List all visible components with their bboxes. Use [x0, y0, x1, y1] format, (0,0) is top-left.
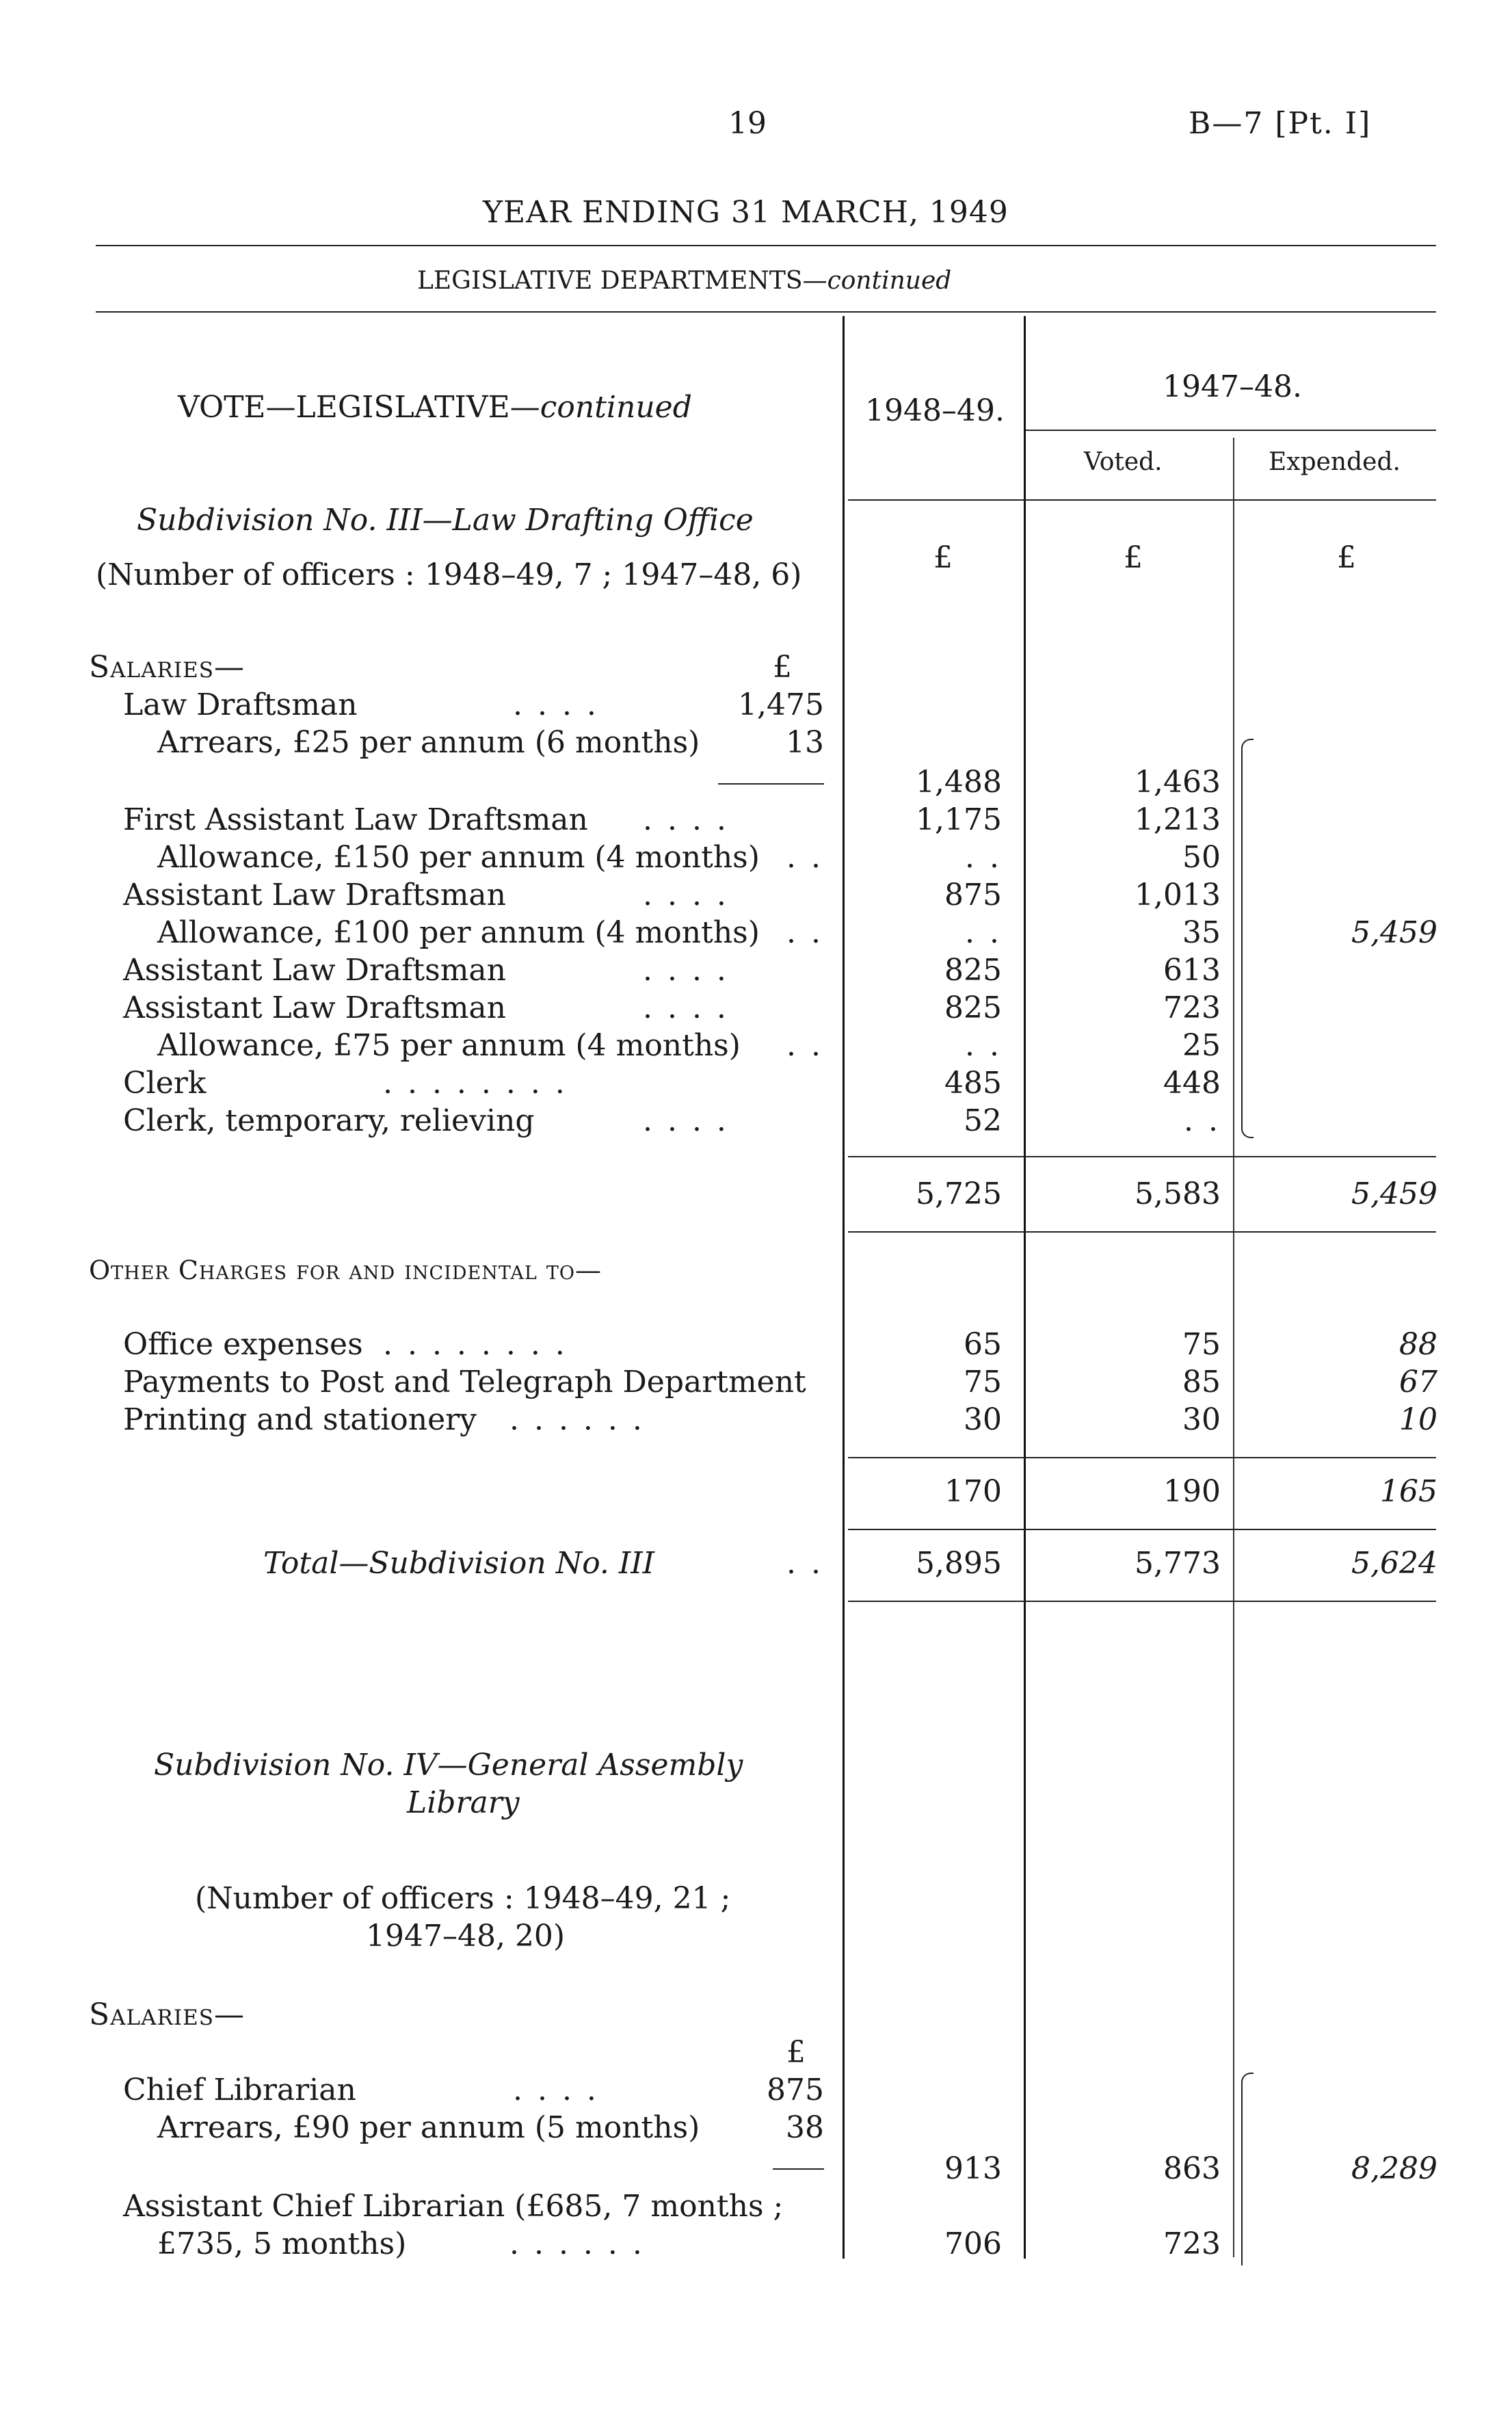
row-inner-amount: 1,475	[738, 687, 824, 722]
row-dots: . . . . . . . .	[383, 1327, 568, 1362]
rule-above-salaries-total	[848, 1156, 1436, 1157]
cell-1948-49: 1,175	[916, 802, 1002, 837]
rule-under-column-headers	[848, 499, 1436, 501]
row-dots: . . . .	[643, 953, 729, 988]
cell-voted: 30	[1182, 1402, 1221, 1437]
row-label: Printing and stationery	[123, 1402, 477, 1437]
total-voted: 5,773	[1135, 1546, 1221, 1581]
cell-voted: 863	[1163, 2151, 1221, 2186]
row-label: Law Draftsman	[123, 687, 358, 722]
header-1947-48: 1947–48.	[1163, 369, 1302, 404]
row-inner-amount: 875	[767, 2073, 824, 2107]
cell-voted: 75	[1182, 1327, 1221, 1362]
cell-1948-49: 825	[944, 953, 1002, 988]
subdivision-4-currency: £	[786, 2035, 806, 2070]
page-title: YEAR ENDING 31 MARCH, 1949	[483, 195, 1009, 230]
cell-1948-49: 875	[944, 878, 1002, 912]
row-dots: . . . .	[643, 1103, 729, 1138]
total-1948-49: 5,895	[916, 1546, 1002, 1581]
cell-expended: 8,289	[1351, 2151, 1437, 2186]
expended-brace	[1241, 739, 1254, 1138]
cell-voted: 723	[1163, 2226, 1221, 2261]
cell-voted: 613	[1163, 953, 1221, 988]
row-label: Assistant Chief Librarian (£685, 7 months ;	[123, 2189, 784, 2224]
cell-1948-49: 706	[944, 2226, 1002, 2261]
other-total-1948-49: 170	[944, 1474, 1002, 1509]
row-inner-amount: 38	[786, 2110, 824, 2145]
column-divider-3	[1233, 438, 1234, 2257]
subdivision-3-title: Subdivision No. III—Law Drafting Office	[137, 503, 754, 538]
row-inner-amount: 13	[786, 725, 824, 760]
department-continued: continued	[827, 267, 952, 295]
row-dots: . .	[786, 840, 823, 875]
row-label: Payments to Post and Telegraph Department	[123, 1365, 806, 1399]
row-dots: . . . . . .	[509, 1402, 645, 1437]
cell-voted: 1,463	[1135, 765, 1221, 800]
row-dots: . . . . . . . .	[383, 1066, 568, 1101]
cell-expended: 5,459	[1351, 915, 1437, 950]
inner-subtotal-rule	[718, 783, 824, 785]
cell-1948-49: 485	[944, 1066, 1002, 1101]
rule-under-1947-48	[1026, 430, 1436, 431]
rule-below-other-total	[848, 1529, 1436, 1530]
rule-top	[96, 245, 1436, 246]
cell-voted: . .	[1184, 1103, 1221, 1138]
row-dots: . . . .	[513, 2073, 599, 2107]
rule-below-salaries-total	[848, 1231, 1436, 1233]
department-name: LEGISLATIVE DEPARTMENTS—	[417, 267, 827, 295]
vote-title-continued: continued	[540, 390, 692, 425]
rule-below-total	[848, 1601, 1436, 1602]
row-dots: . .	[786, 1028, 823, 1063]
row-dots: . . . . . .	[509, 2226, 645, 2261]
currency-expended: £	[1337, 540, 1356, 575]
row-label: Allowance, £75 per annum (4 months)	[157, 1028, 741, 1063]
cell-1948-49: 1,488	[916, 765, 1002, 800]
cell-1948-49: 30	[964, 1402, 1002, 1437]
salaries-total-expended: 5,459	[1351, 1177, 1437, 1211]
salaries-total-voted: 5,583	[1135, 1177, 1221, 1211]
row-label: Allowance, £100 per annum (4 months)	[157, 915, 760, 950]
rule-above-other-total	[848, 1457, 1436, 1458]
subdivision-4-title-line2: Library	[407, 1785, 520, 1820]
salaries-label: Salaries—	[89, 650, 245, 685]
cell-1948-49: . .	[965, 915, 1002, 950]
subdivision-3-officers: (Number of officers : 1948–49, 7 ; 1947–48, 6)	[96, 557, 802, 592]
other-charges-label: Other Charges for and incidental to—	[89, 1255, 602, 1285]
total-expended: 5,624	[1351, 1546, 1437, 1581]
cell-expended: 67	[1399, 1365, 1437, 1399]
cell-1948-49: 913	[944, 2151, 1002, 2186]
rule-below-department	[96, 311, 1436, 313]
cell-1948-49: 52	[964, 1103, 1002, 1138]
row-label: Assistant Law Draftsman	[123, 878, 506, 912]
currency-voted: £	[1124, 540, 1143, 575]
vote-title	[178, 390, 692, 425]
cell-expended: 10	[1399, 1402, 1437, 1437]
row-label: Assistant Law Draftsman	[123, 990, 506, 1025]
cell-1948-49: . .	[965, 1028, 1002, 1063]
row-dots: . . . .	[513, 687, 599, 722]
cell-1948-49: 75	[964, 1365, 1002, 1399]
total-subdivision-3-label: Total—Subdivision No. III	[263, 1546, 655, 1581]
cell-voted: 50	[1182, 840, 1221, 875]
salaries-total-1948-49: 5,725	[916, 1177, 1002, 1211]
cell-1948-49: 825	[944, 990, 1002, 1025]
column-divider-1	[843, 316, 845, 2259]
row-label: Assistant Law Draftsman	[123, 953, 506, 988]
subdivision-4-salaries-label: Salaries—	[89, 1997, 245, 2032]
row-label: First Assistant Law Draftsman	[123, 802, 588, 837]
expended-brace	[1241, 2073, 1254, 2265]
cell-1948-49: 65	[964, 1327, 1002, 1362]
header-voted: Voted.	[1084, 448, 1163, 476]
row-label: Allowance, £150 per annum (4 months)	[157, 840, 760, 875]
header-expended: Expended.	[1269, 448, 1401, 476]
cell-voted: 1,013	[1135, 878, 1221, 912]
row-label: Chief Librarian	[123, 2073, 356, 2107]
other-total-voted: 190	[1163, 1474, 1221, 1509]
page-number: 19	[728, 106, 767, 141]
row-dots: . .	[786, 915, 823, 950]
header-1948-49: 1948–49.	[865, 393, 1005, 428]
row-dots: . .	[786, 1546, 823, 1581]
cell-voted: 85	[1182, 1365, 1221, 1399]
cell-voted: 35	[1182, 915, 1221, 950]
cell-voted: 25	[1182, 1028, 1221, 1063]
row-label: Clerk, temporary, relieving	[123, 1103, 535, 1138]
inner-subtotal-rule	[773, 2168, 824, 2170]
row-label: Arrears, £25 per annum (6 months)	[157, 725, 700, 760]
currency-1948-49: £	[933, 540, 953, 575]
row-dots: . . . .	[643, 878, 729, 912]
document-reference: B—7 [Pt. I]	[1189, 106, 1372, 141]
cell-1948-49: . .	[965, 840, 1002, 875]
row-label: Clerk	[123, 1066, 207, 1101]
row-dots: . . . .	[643, 990, 729, 1025]
other-total-expended: 165	[1380, 1474, 1437, 1509]
salaries-currency: £	[773, 650, 792, 685]
cell-expended: 88	[1399, 1327, 1437, 1362]
vote-title-text: VOTE—LEGISLATIVE—	[178, 390, 540, 425]
subdivision-4-officers-line1: (Number of officers : 1948–49, 21 ;	[195, 1881, 731, 1916]
department-heading	[417, 267, 951, 295]
subdivision-4-officers-line2: 1947–48, 20)	[366, 1919, 566, 1954]
cell-voted: 1,213	[1135, 802, 1221, 837]
column-divider-2	[1024, 316, 1026, 2259]
row-label: Arrears, £90 per annum (5 months)	[157, 2110, 700, 2145]
cell-voted: 448	[1163, 1066, 1221, 1101]
row-label: £735, 5 months)	[157, 2226, 407, 2261]
cell-voted: 723	[1163, 990, 1221, 1025]
row-dots: . . . .	[643, 802, 729, 837]
row-label: Office expenses	[123, 1327, 363, 1362]
subdivision-4-title-line1: Subdivision No. IV—General Assembly	[154, 1748, 743, 1783]
